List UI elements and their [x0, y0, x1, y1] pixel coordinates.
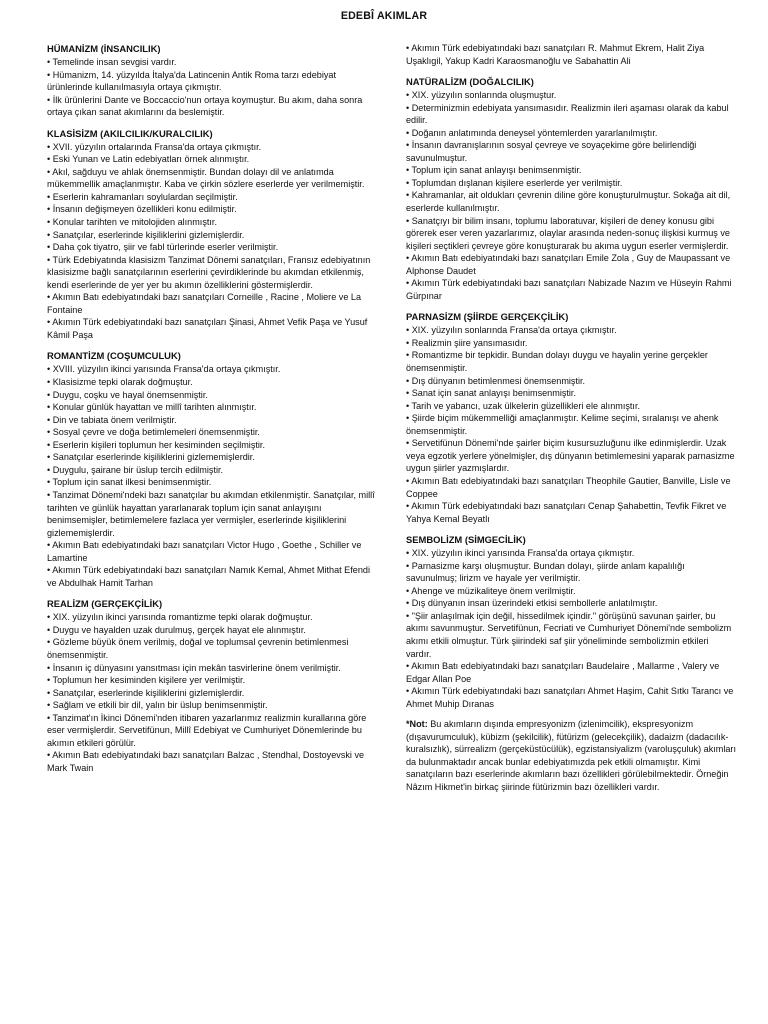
- list-item: • XIX. yüzyılın sonlarında Fransa'da ortaya çıkmıştır.: [406, 325, 617, 336]
- list-item: • Servetifünun Dönemi'nde şairler biçim kusursuzluğunu ilke edinmişlerdir. Uzak veya egzotik yerlere yönelmişler, dış dünyanın betimlemesini yaparak parnasizme uygun şiirler yazmışlardır.: [406, 438, 735, 474]
- list-item: • Daha çok tiyatro, şiir ve fabl türlerinde eserler verilmiştir.: [47, 242, 279, 253]
- list-item: • Kahramanlar, ait oldukları çevrenin diline göre konuşturulmuştur. Sokağa ait dil, eserlerde kullanılmıştır.: [406, 190, 731, 214]
- list-item: • Toplum için sanat ilkesi benimsenmiştir.: [47, 477, 212, 488]
- list-item: • İnsanın davranışlarının sosyal çevreye ve soyaçekime göre belirlendiği savunulmuştur.: [406, 140, 697, 163]
- list-item: • Duygu ve hayalden uzak durulmuş, gerçek hayat ele alınmıştır.: [47, 624, 306, 635]
- note-paragraph: [406, 718, 736, 793]
- list-item: • Tarih ve yabancı, uzak ülkelerin güzellikleri ele alınmıştır.: [406, 400, 641, 411]
- list-item: • Akımın Batı edebiyatındaki bazı sanatçıları Emile Zola , Guy de Maupassant ve Alphonse Daudet: [406, 253, 731, 276]
- note-label: *Not:: [406, 719, 428, 730]
- list-item: • Temelinde insan sevgisi vardır.: [47, 57, 177, 67]
- list-item: • Akımın Batı edebiyatındaki bazı sanatçıları Corneille , Racine , Moliere ve La Fontaine: [47, 292, 362, 315]
- list-item: • Türk Edebiyatında klasisizm Tanzimat Dönemi sanatçıları, Fransız edebiyatının klasisizme bağlı sanatçılarının eserlerini çevirdiklerinde bu akımdan etkilenmiş, kendi eserlerinde de yer yer bu akımın özelliklerini göstermişlerdir.: [47, 254, 371, 290]
- list-item: • XIX. yüzyılın ikinci yarısında Fransa'da ortaya çıkmıştır.: [406, 548, 635, 559]
- list-item: • XIX. yüzyılın ikinci yarısında romantizme tepki olarak doğmuştur.: [47, 612, 313, 623]
- list-item: • Akımın Türk edebiyatındaki bazı sanatçıları Nabizade Nazım ve Hüseyin Rahmi Gürpınar: [406, 278, 732, 301]
- list-item: • Akımın Batı edebiyatındaki bazı sanatçıları Balzac , Stendhal, Dostoyevski ve Mark Twain: [47, 750, 365, 773]
- list-item: • Eserlerin kişileri toplumun her kesiminden seçilmiştir.: [47, 439, 265, 450]
- list-item: • Eski Yunan ve Latin edebiyatları örnek alınmıştır.: [47, 154, 250, 165]
- list-item: • Sanat için sanat anlayışı benimsenmiştir.: [406, 388, 576, 399]
- list-item: • Parnasizme karşı oluşmuştur. Bundan dolayı, şiirde anlam kapalılığı savunulmuş; lirizm ve hayale yer verilmiştir.: [406, 560, 685, 584]
- list-item: • İnsanın iç dünyasını yansıtması için mekân tasvirlerine önem verilmiştir.: [47, 662, 341, 673]
- section-heading: KLASİSİZM (AKILCILIK/KURALCILIK): [47, 127, 213, 139]
- list-item: • Ahenge ve müzikaliteye önem verilmiştir.: [406, 585, 576, 596]
- section-heading: HÜMANİZM (İNSANCILIK): [47, 43, 161, 54]
- list-item: • Akımın Türk edebiyatındaki bazı sanatçıları Cenap Şahabettin, Tevfik Fikret ve Yahya Kemal Beyatlı: [406, 501, 727, 524]
- list-item: • Sanatçılar, eserlerinde kişiliklerini gizlemişlerdir.: [47, 687, 245, 698]
- list-item: • Hümanizm, 14. yüzyılda İtalya'da Latincenin Antik Roma tarzı edebiyat ürünlerinde kullanılmasıyla ortaya çıkmıştır.: [47, 69, 336, 93]
- list-item: • Tanzimat Dönemi'ndeki bazı sanatçılar bu akımdan etkilenmiştir. Sanatçılar, millî tarihten ve günlük hayattan yararlanarak toplum için sanat anlayışını benimsemişler, betimlemelere fazlaca yer vermişler, eserlerinde kişiliklerini gizlememişlerdir.: [47, 489, 375, 538]
- list-item: • Sanatçıyı bir bilim insanı, toplumu laboratuvar, kişileri de deney konusu gibi görerek eser veren yazarlarımız, olaylar arasında neden-sonuç ilişkisi kurmuş ve kişileri seçtikleri çevreye göre konuşturarak bu akıma uygun eserler vermişlerdir.: [406, 215, 730, 251]
- list-item: • Duygu, coşku ve hayal önemsenmiştir.: [47, 389, 208, 400]
- left-column: [47, 42, 377, 782]
- list-item: • Gözleme büyük önem verilmiş, doğal ve toplumsal çevrenin betimlenmesi önemsenmiştir.: [47, 637, 349, 660]
- list-item: • Sosyal çevre ve doğa betimlemeleri önemsenmiştir.: [47, 427, 260, 438]
- list-item: • XIX. yüzyılın sonlarında oluşmuştur.: [406, 90, 557, 101]
- note-text: Bu akımların dışında empresyonizm (izlenimcilik), ekspresyonizm (dışavurumculuk), kübizm (şekilcilik), fütürizm (gelecekçilik), dadaizm (dadacılık-kuralsızlık), sürrealizm (gerçeküstücülük), egzistansiyalizm (varoluşçuluk) akımları da bulunmaktadır ancak bunlar edebiyatımızda pek etkili olmamıştır. Kimi sanatçıların bazı eserlerinde akımların bazı özellikleri görülebilmektedir. Örneğin Nâzım Hikmet'in birkaç şiirinde fütürizmin bazı özellikleri vardır.: [406, 719, 736, 792]
- list-item: • Doğanın anlatımında deneysel yöntemlerden yararlanılmıştır.: [406, 127, 658, 138]
- section-parnasizm: [406, 310, 736, 525]
- list-item: • Determinizmin edebiyata yansımasıdır. Realizmin ileri aşaması olarak da kabul edilir.: [406, 102, 729, 126]
- list-item: • Romantizme bir tepkidir. Bundan dolayı duygu ve hayalin yerine gerçekler önemsenmiştir.: [406, 350, 708, 374]
- list-item: • Din ve tabiata önem verilmiştir.: [47, 414, 177, 425]
- right-column: [406, 42, 736, 794]
- list-item: • Toplumdan dışlanan kişilere eserlerde yer verilmiştir.: [406, 177, 623, 188]
- list-item: • Toplumun her kesiminden kişilere yer verilmiştir.: [47, 675, 246, 686]
- section-heading: NATÜRALİZM (DOĞALCILIK): [406, 76, 534, 88]
- list-item: • Toplum için sanat anlayışı benimsenmiştir.: [406, 165, 582, 176]
- list-item: • Akımın Türk edebiyatındaki bazı sanatçıları R. Mahmut Ekrem, Halit Ziya Uşaklıgil, Yakup Kadri Karaosmanoğlu ve Sabahattin Ali: [406, 43, 705, 66]
- section-romantizm: [47, 349, 377, 589]
- list-item: • Tanzimat'ın İkinci Dönemi'nden itibaren yazarlarımız realizmin kurallarına göre eser vermişlerdir. Servetifünun, Millî Edebiyat ve Cumhuriyet Dönemlerinde bu akımın etkileri görülür.: [47, 712, 367, 748]
- list-item: • Eserlerin kahramanları soylulardan seçilmiştir.: [47, 191, 238, 202]
- section-sembolizm: [406, 533, 736, 710]
- section-realizm: [47, 597, 377, 774]
- list-item: • Akımın Türk edebiyatındaki bazı sanatçıları Şinasi, Ahmet Vefik Paşa ve Yusuf Kâmil Paşa: [47, 317, 368, 340]
- list-item: • Akımın Batı edebiyatındaki bazı sanatçıları Theophile Gautier, Banville, Lisle ve Coppee: [406, 475, 731, 499]
- section-heading: ROMANTİZM (COŞUMCULUK): [47, 350, 181, 362]
- list-item: • Sanatçılar eserlerinde kişiliklerini gizlememişlerdir.: [47, 452, 255, 463]
- list-item: • Akımın Batı edebiyatındaki bazı sanatçıları Victor Hugo , Goethe , Schiller ve Lamartine: [47, 540, 362, 563]
- list-item: • Dış dünyanın insan üzerindeki etkisi sembollerle anlatılmıştır.: [406, 598, 658, 609]
- list-item: • Realizmin şiire yansımasıdır.: [406, 337, 528, 348]
- list-item: • Akıl, sağduyu ve ahlak önemsenmiştir. Bundan dolayı dil ve anlatımda mükemmellik amaçlanmıştır. Kaba ve çirkin sözlere eserlerde yer verilmemiştir.: [47, 166, 365, 190]
- section-humanizm: [47, 42, 377, 119]
- list-item: • Klasisizme tepki olarak doğmuştur.: [47, 377, 193, 388]
- page-title: EDEBÎ AKIMLAR: [340, 10, 428, 22]
- section-heading: PARNASİZM (ŞİİRDE GERÇEKÇİLİK): [406, 311, 569, 323]
- list-item: • Duygulu, şairane bir üslup tercih edilmiştir.: [47, 464, 224, 475]
- list-item: • XVIII. yüzyılın ikinci yarısında Fransa'da ortaya çıkmıştır.: [47, 364, 281, 375]
- list-item: • Şiirde biçim mükemmelliği amaçlanmıştır. Kelime seçimi, sıralanışı ve ahenk önemsenmiştir.: [406, 413, 719, 436]
- list-item: • "Şiir anlaşılmak için değil, hissedilmek içindir." görüşünü savunan şairler, bu akımı savunmuştur. Servetifünun, Fecriati ve Cumhuriyet Dönemi'nde sembolizm akımı etkili olmuştur. Türk şiirindeki saf şiir yöneliminde sembolizmin etkileri vardır.: [406, 610, 732, 659]
- section-realizm-continued: [406, 42, 736, 67]
- section-heading: REALİZM (GERÇEKÇİLİK): [47, 598, 163, 610]
- list-item: • Konular günlük hayattan ve millî tarihten alınmıştır.: [47, 402, 257, 413]
- list-item: • XVII. yüzyılın ortalarında Fransa'da ortaya çıkmıştır.: [47, 141, 262, 152]
- list-item: • İlk ürünlerini Dante ve Boccaccio'nun ortaya koymuştur. Bu akım, daha sonra ortaya çıkan sanat akımlarını da beslemiştir.: [47, 94, 363, 118]
- list-item: • Sanatçılar, eserlerinde kişiliklerini gizlemişlerdir.: [47, 229, 245, 240]
- section-klasisizm: [47, 127, 377, 342]
- list-item: • Sağlam ve etkili bir dil, yalın bir üslup benimsenmiştir.: [47, 700, 268, 711]
- list-item: • İnsanın değişmeyen özellikleri konu edilmiştir.: [47, 204, 237, 215]
- section-naturalizm: [406, 75, 736, 302]
- list-item: • Dış dünyanın betimlenmesi önemsenmiştir.: [406, 375, 586, 386]
- list-item: • Akımın Türk edebiyatındaki bazı sanatçıları Ahmet Haşim, Cahit Sıtkı Tarancı ve Ahmet Muhip Dıranas: [406, 686, 734, 709]
- list-item: • Akımın Türk edebiyatındaki bazı sanatçıları Namık Kemal, Ahmet Mithat Efendi ve Abdulhak Hamit Tarhan: [47, 565, 370, 588]
- section-heading: SEMBOLİZM (SİMGECİLİK): [406, 534, 526, 546]
- list-item: • Akımın Batı edebiyatındaki bazı sanatçıları Baudelaire , Mallarme , Valery ve Edgar Allan Poe: [406, 661, 720, 684]
- list-item: • Konular tarihten ve mitolojiden alınmıştır.: [47, 217, 217, 228]
